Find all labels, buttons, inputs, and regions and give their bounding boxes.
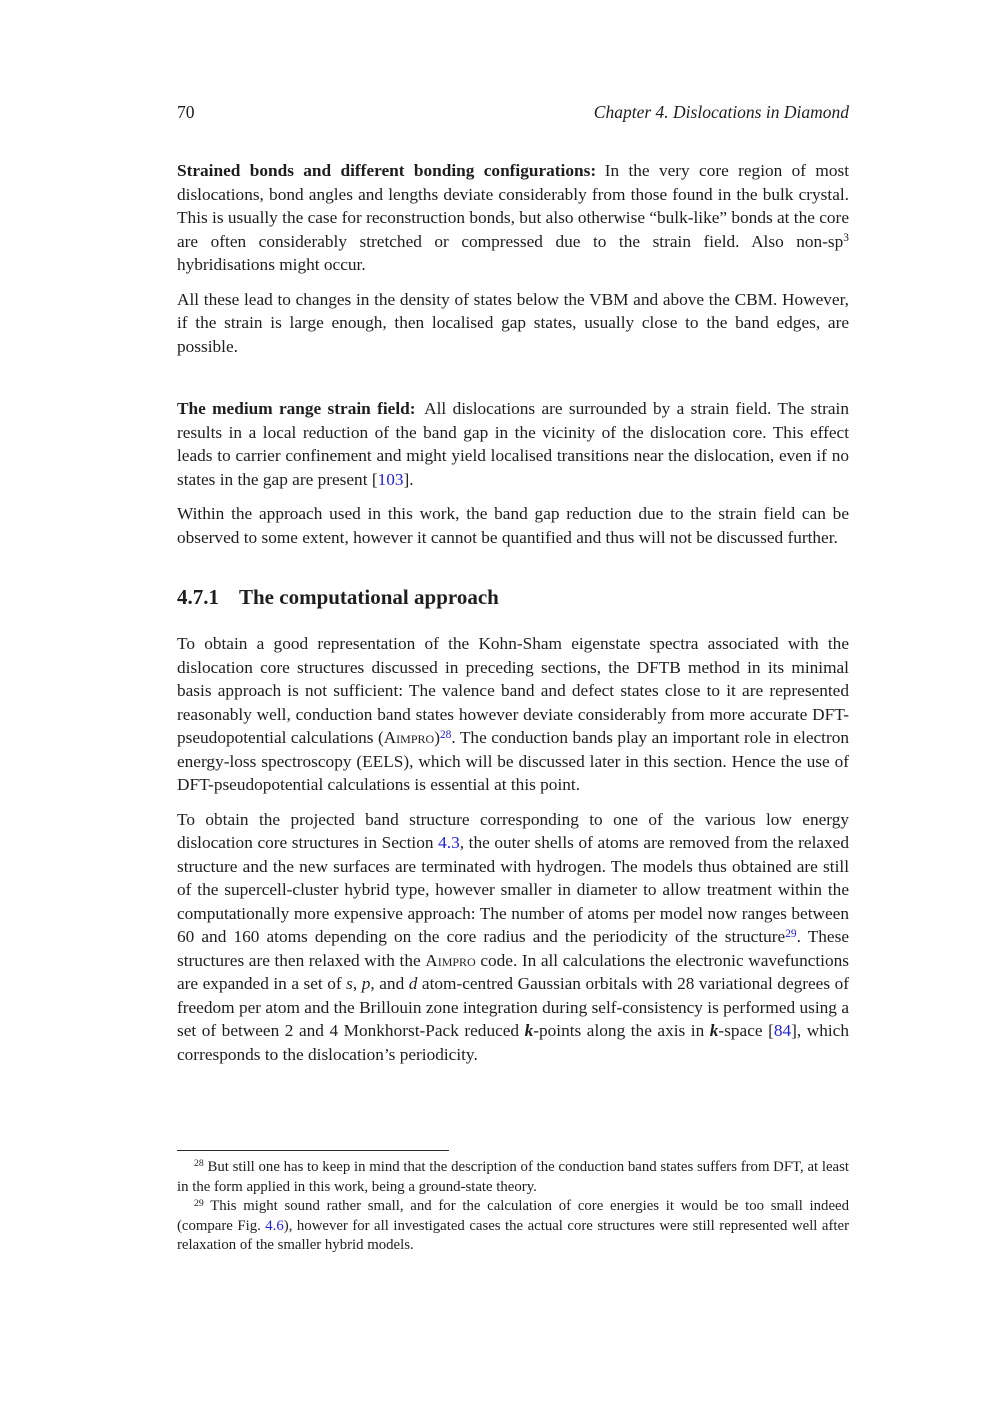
citation-link[interactable]: 4.3 xyxy=(438,833,460,852)
paragraph-strained-bonds xyxy=(177,159,849,277)
citation-link[interactable]: 4.6 xyxy=(265,1217,284,1234)
section-number: 4.7.1 xyxy=(177,585,219,609)
italic-text: d xyxy=(408,974,418,993)
text-run: , the outer shells of atoms are removed from the relaxed structure and the new surfaces are terminated with hydrogen. The models thus obtained are still of the supercell-cluster hybrid type, however smaller in diameter to allow treatment within the computationally more expensive approach: The number of atoms per model now ranges between 60 and 160 atoms depending on the core radius and the periodicity of the structure xyxy=(177,833,849,946)
text-run: ), however for all investigated cases the actual core structures were still represented well after relaxation of the smaller hybrid models. xyxy=(177,1217,849,1254)
text-run: hybridisations might occur. xyxy=(177,255,366,274)
text-run: All dislocations are surrounded by a strain field. The strain results in a local reduction of the band gap in the vicinity of the dislocation core. This effect leads to carrier confinement and might yield localised transitions near the dislocation, even if no states in the gap are present [ xyxy=(177,399,849,489)
text-run: This might sound rather small, and for the calculation of core energies it would be too small indeed (compare Fig. xyxy=(177,1198,849,1234)
italic-text: p xyxy=(361,974,371,993)
footnote-marker: 29 xyxy=(194,1197,204,1209)
paragraph-kohn-sham xyxy=(177,632,849,797)
italic-text: s xyxy=(346,974,353,993)
bold-italic-text: k xyxy=(709,1021,719,1040)
text-run: . These structures are then relaxed with the xyxy=(177,927,849,970)
smallcaps-text: Aimpro xyxy=(383,728,435,747)
footnote-29 xyxy=(177,1197,849,1256)
text-run: ]. xyxy=(403,469,414,489)
text-run: ], which corresponds to the dislocation’s periodicity. xyxy=(177,1021,849,1064)
text-run: To obtain the projected band structure corresponding to one of the various low energy dislocation core structures in Section xyxy=(177,809,849,852)
superscript: 3 xyxy=(843,232,849,245)
text-run: Within the approach used in this work, the band gap reduction due to the strain field can be observed to some extent, however it cannot be quantified and thus will not be discussed further. xyxy=(177,504,849,547)
text-run: , and xyxy=(370,974,409,993)
bold-lead-text: Strained bonds and different bonding configurations: xyxy=(177,161,597,180)
text-run: In the very core region of most dislocations, bond angles and lengths deviate considerably from those found in the bulk crystal. This is usually the case for reconstruction bonds, but also otherwise “bulk-like” bonds at the core are often considerably stretched or compressed due to the strain field. Also non-sp xyxy=(177,161,850,251)
citation-link[interactable]: 84 xyxy=(773,1021,792,1040)
text-run: code. In all calculations the electronic wavefunctions are expanded in a set of xyxy=(177,950,849,993)
text-run: -points along the axis in xyxy=(533,1021,710,1040)
footnote-ref-link[interactable]: 29 xyxy=(785,927,797,940)
footnote-marker: 28 xyxy=(194,1158,204,1170)
body-text-block xyxy=(177,159,849,1077)
paragraph-projected-band-structure xyxy=(177,808,849,1067)
paragraph-density-of-states xyxy=(177,288,849,359)
page-number: 70 xyxy=(177,102,195,122)
citation-link[interactable]: 103 xyxy=(377,469,404,489)
text-run: , xyxy=(352,974,362,993)
footnote-rule xyxy=(177,1150,449,1151)
section-title: The computational approach xyxy=(239,585,499,609)
text-run: -space [ xyxy=(718,1021,774,1040)
bold-lead-text: The medium range strain field: xyxy=(177,399,416,418)
text-run: atom-centred Gaussian orbitals with 28 variational degrees of freedom per atom and the Brillouin zone integration during self-consistency is performed using a set of between 2 and 4 Monkhorst-Pack reduced xyxy=(177,974,849,1040)
smallcaps-text: Aimpro xyxy=(425,950,476,970)
footnote-ref-link[interactable]: 28 xyxy=(439,728,452,741)
text-run: To obtain a good representation of the Kohn-Sham eigenstate spectra associated with the dislocation core structures discussed in preceding sections, the DFTB method in its minimal basis approach is not sufficient: The valence band and defect states close to it are represented reasonably well, conduction band states however deviate considerably from more accurate DFT-pseudopotential calculations ( xyxy=(177,634,849,747)
paragraph-within-approach xyxy=(177,502,849,549)
footnote-28 xyxy=(177,1158,849,1197)
bold-italic-text: k xyxy=(524,1021,534,1040)
text-run: ) xyxy=(434,728,440,747)
running-head: Chapter 4. Dislocations in Diamond xyxy=(593,102,849,122)
text-run: But still one has to keep in mind that the description of the conduction band states suffers from DFT, at least in the form applied in this work, being a ground-state theory. xyxy=(177,1159,849,1195)
paragraph-medium-range-strain-field xyxy=(177,397,849,491)
page-header xyxy=(177,101,849,123)
text-run: . The conduction bands play an important role in electron energy-loss spectroscopy (EELS), which will be discussed later in this section. Hence the use of DFT-pseudopotential calculations is essential at this point. xyxy=(177,728,849,794)
footnote-area xyxy=(177,1150,849,1256)
text-run: All these lead to changes in the density of states below the VBM and above the CBM. However, if the strain is large enough, then localised gap states, usually close to the band edges, are possible. xyxy=(177,289,849,356)
section-heading xyxy=(177,583,849,611)
